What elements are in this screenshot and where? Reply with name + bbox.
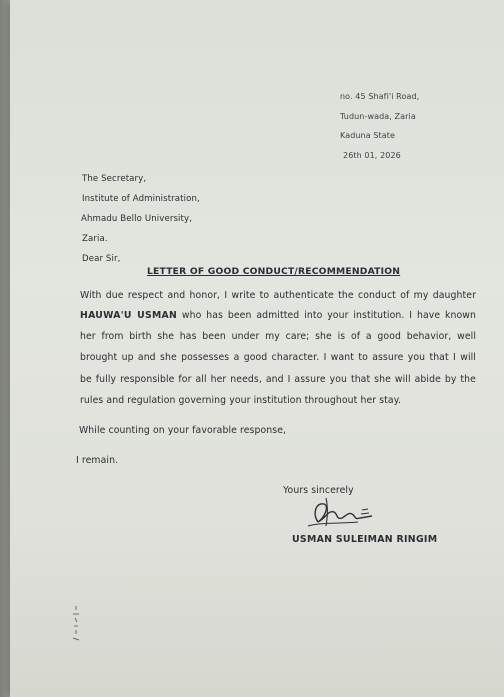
handwritten-signature	[298, 492, 380, 532]
recipient-line-4: Zaria.	[82, 234, 108, 244]
signatory-name: USMAN SULEIMAN RINGIM	[292, 534, 438, 545]
recipient-line-3: Ahmadu Bello University,	[81, 214, 193, 224]
closing-line: While counting on your favorable response,	[79, 425, 287, 436]
letter-title: LETTER OF GOOD CONDUCT/RECOMMENDATION	[147, 266, 401, 277]
letter-page	[10, 0, 504, 697]
body-line-1: With due respect and honor, I write to authenticate the conduct of my daughter	[80, 290, 476, 301]
recipient-line-1: The Secretary,	[82, 174, 147, 184]
valediction: Yours sincerely	[283, 485, 354, 496]
body-line-5: be fully responsible for all her needs, and I assure you that she will abide by the	[80, 374, 476, 385]
i-remain: I remain.	[76, 455, 119, 466]
address-line-2: Tudun-wada, Zaria	[340, 112, 416, 121]
body-line-2	[80, 310, 476, 321]
body-line-4: brought up and she possesses a good character. I want to assure you that I will	[80, 352, 476, 363]
address-line-1: no. 45 Shafi'i Road,	[340, 92, 420, 101]
body-line-3: her from birth she has been under my care; she is of a good behavior, well	[80, 331, 476, 342]
body-line-2-rest: who has been admitted into your institution. I have known	[177, 310, 476, 321]
address-line-3: Kaduna State	[340, 131, 396, 140]
recipient-line-2: Institute of Administration,	[82, 194, 200, 204]
salutation: Dear Sir,	[82, 254, 121, 264]
letter-date: 26th 01, 2026	[343, 151, 401, 160]
body-line-6: rules and regulation governing your institution throughout her stay.	[80, 395, 402, 406]
daughter-name: HAUWA'U USMAN	[80, 310, 178, 321]
margin-mark	[70, 604, 82, 644]
